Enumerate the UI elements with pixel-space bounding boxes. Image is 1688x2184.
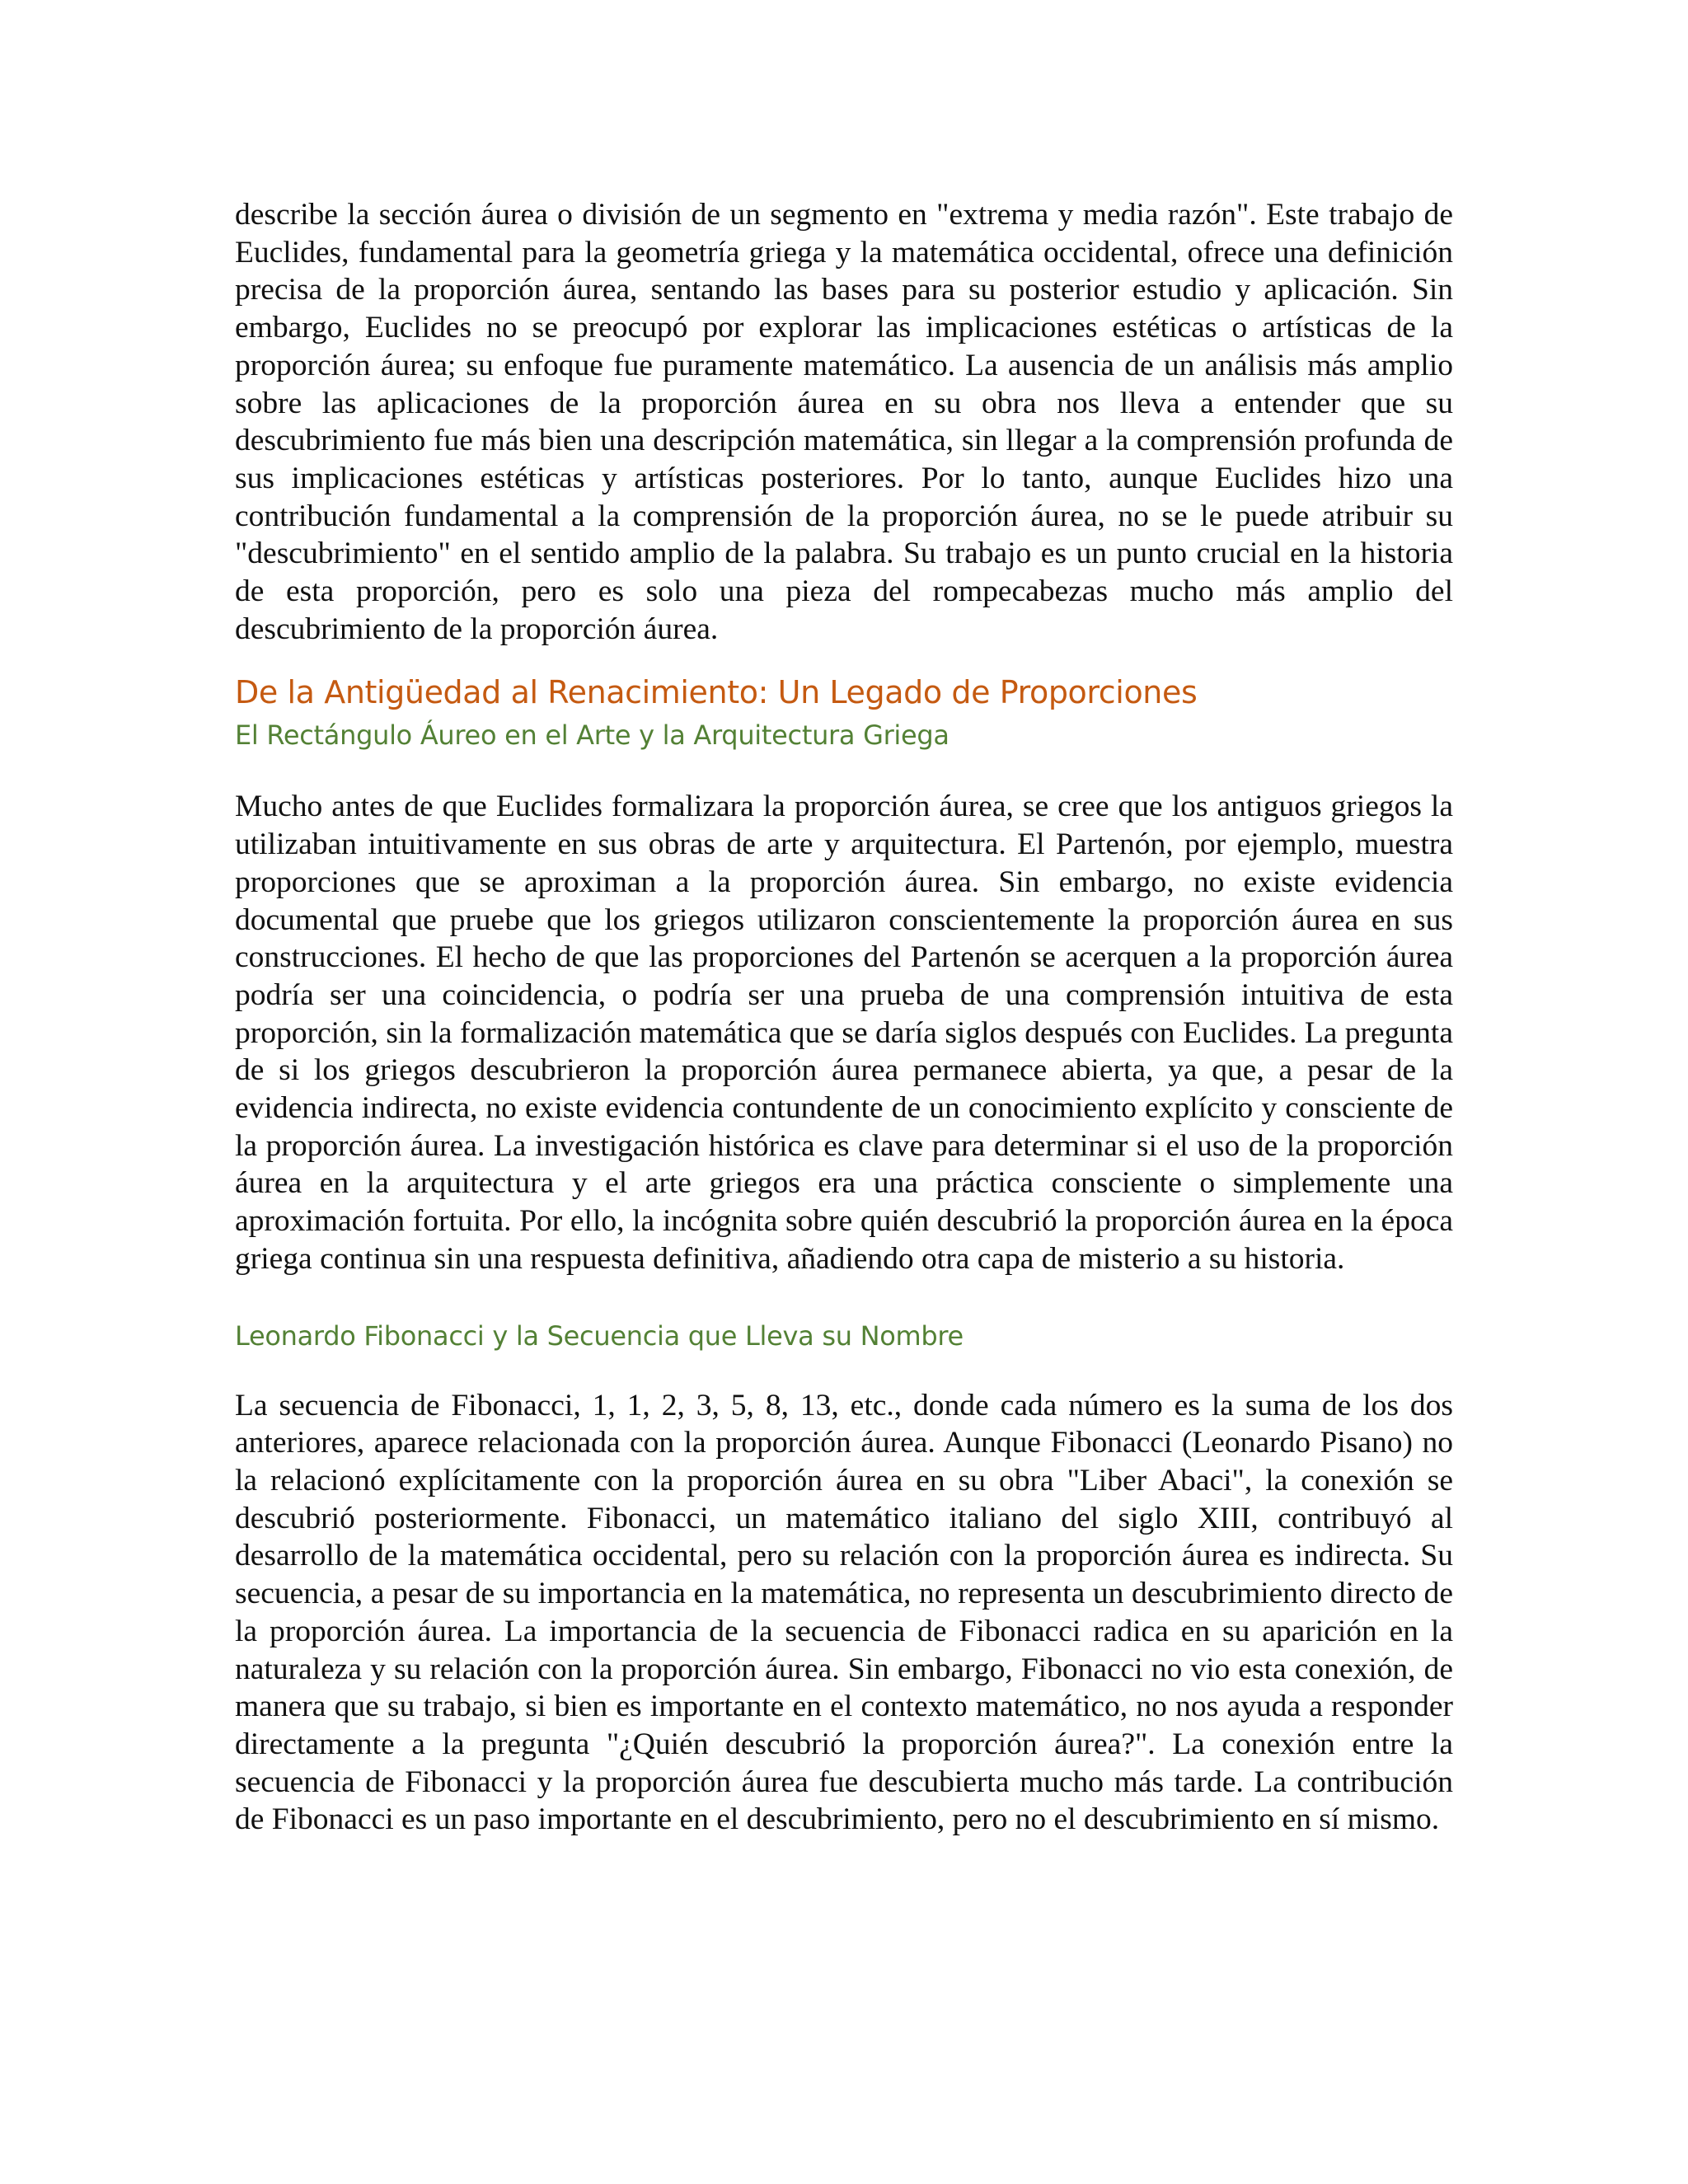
section-heading: De la Antigüedad al Renacimiento: Un Legado de Proporciones <box>235 674 1198 711</box>
paragraph-grecia: Mucho antes de que Euclides formalizara la proporción áurea, se cree que los antiguos griegos la utilizaban intuitivamente en sus obras de arte y arquitectura. El Partenón, por ejemplo, muestra proporciones que se aproximan a la proporción áurea. Sin embargo, no existe evidencia documental que pruebe que los griegos utilizaron conscientemente la proporción áurea en sus construcciones. El hecho de que las proporciones del Partenón se acerquen a la proporción áurea podría ser una coincidencia, o podría ser una prueba de una comprensión intuitiva de esta proporción, sin la formalización matemática que se daría siglos después con Euclides. La pregunta de si los griegos descubrieron la proporción áurea permanece abierta, ya que, a pesar de la evidencia indirecta, no existe evidencia contundente de un conocimiento explícito y consciente de la proporción áurea. La investigación histórica es clave para determinar si el uso de la proporción áurea en la arquitectura y el arte griegos era una práctica consciente o simplemente una aproximación fortuita. Por ello, la incógnita sobre quién descubrió la proporción áurea en la época griega continua sin una respuesta definitiva, añadiendo otra capa de misterio a su historia. <box>235 790 1453 1276</box>
subsection-heading-fibonacci: Leonardo Fibonacci y la Secuencia que Lleva su Nombre <box>235 1319 964 1352</box>
paragraph-euclides: describe la sección áurea o división de un segmento en "extrema y media razón". Este trabajo de Euclides, fundamental para la geometría griega y la matemática occidental, ofrece una definición precisa de la proporción áurea, sentando las bases para su posterior estudio y aplicación. Sin embargo, Euclides no se preocupó por explorar las implicaciones estéticas o artísticas de la proporción áurea; su enfoque fue puramente matemático. La ausencia de un análisis más amplio sobre las aplicaciones de la proporción áurea en su obra nos lleva a entender que su descubrimiento fue más bien una descripción matemática, sin llegar a la comprensión profunda de sus implicaciones estéticas y artísticas posteriores. Por lo tanto, aunque Euclides hizo una contribución fundamental a la comprensión de la proporción áurea, no se le puede atribuir su "descubrimiento" en el sentido amplio de la palabra. Su trabajo es un punto crucial en la historia de esta proporción, pero es solo una pieza del rompecabezas mucho más amplio del descubrimiento de la proporción áurea. <box>235 198 1453 646</box>
subsection-heading-rectangulo-aureo: El Rectángulo Áureo en el Arte y la Arquitectura Griega <box>235 719 950 752</box>
document-page <box>235 196 1453 1839</box>
paragraph-fibonacci: La secuencia de Fibonacci, 1, 1, 2, 3, 5, 8, 13, etc., donde cada número es la suma de los dos anteriores, aparece relacionada con la proporción áurea. Aunque Fibonacci (Leonardo Pisano) no la relacionó explícitamente con la proporción áurea en su obra "Liber Abaci", la conexión se descubrió posteriormente. Fibonacci, un matemático italiano del siglo XIII, contribuyó al desarrollo de la matemática occidental, pero su relación con la proporción áurea es indirecta. Su secuencia, a pesar de su importancia en la matemática, no representa un descubrimiento directo de la proporción áurea. La importancia de la secuencia de Fibonacci radica en su aparición en la naturaleza y su relación con la proporción áurea. Sin embargo, Fibonacci no vio esta conexión, de manera que su trabajo, si bien es importante en el contexto matemático, no nos ayuda a responder directamente a la pregunta "¿Quién descubrió la proporción áurea?". La conexión entre la secuencia de Fibonacci y la proporción áurea fue descubierta mucho más tarde. La contribución de Fibonacci es un paso importante en el descubrimiento, pero no el descubrimiento en sí mismo. <box>235 1388 1453 1837</box>
